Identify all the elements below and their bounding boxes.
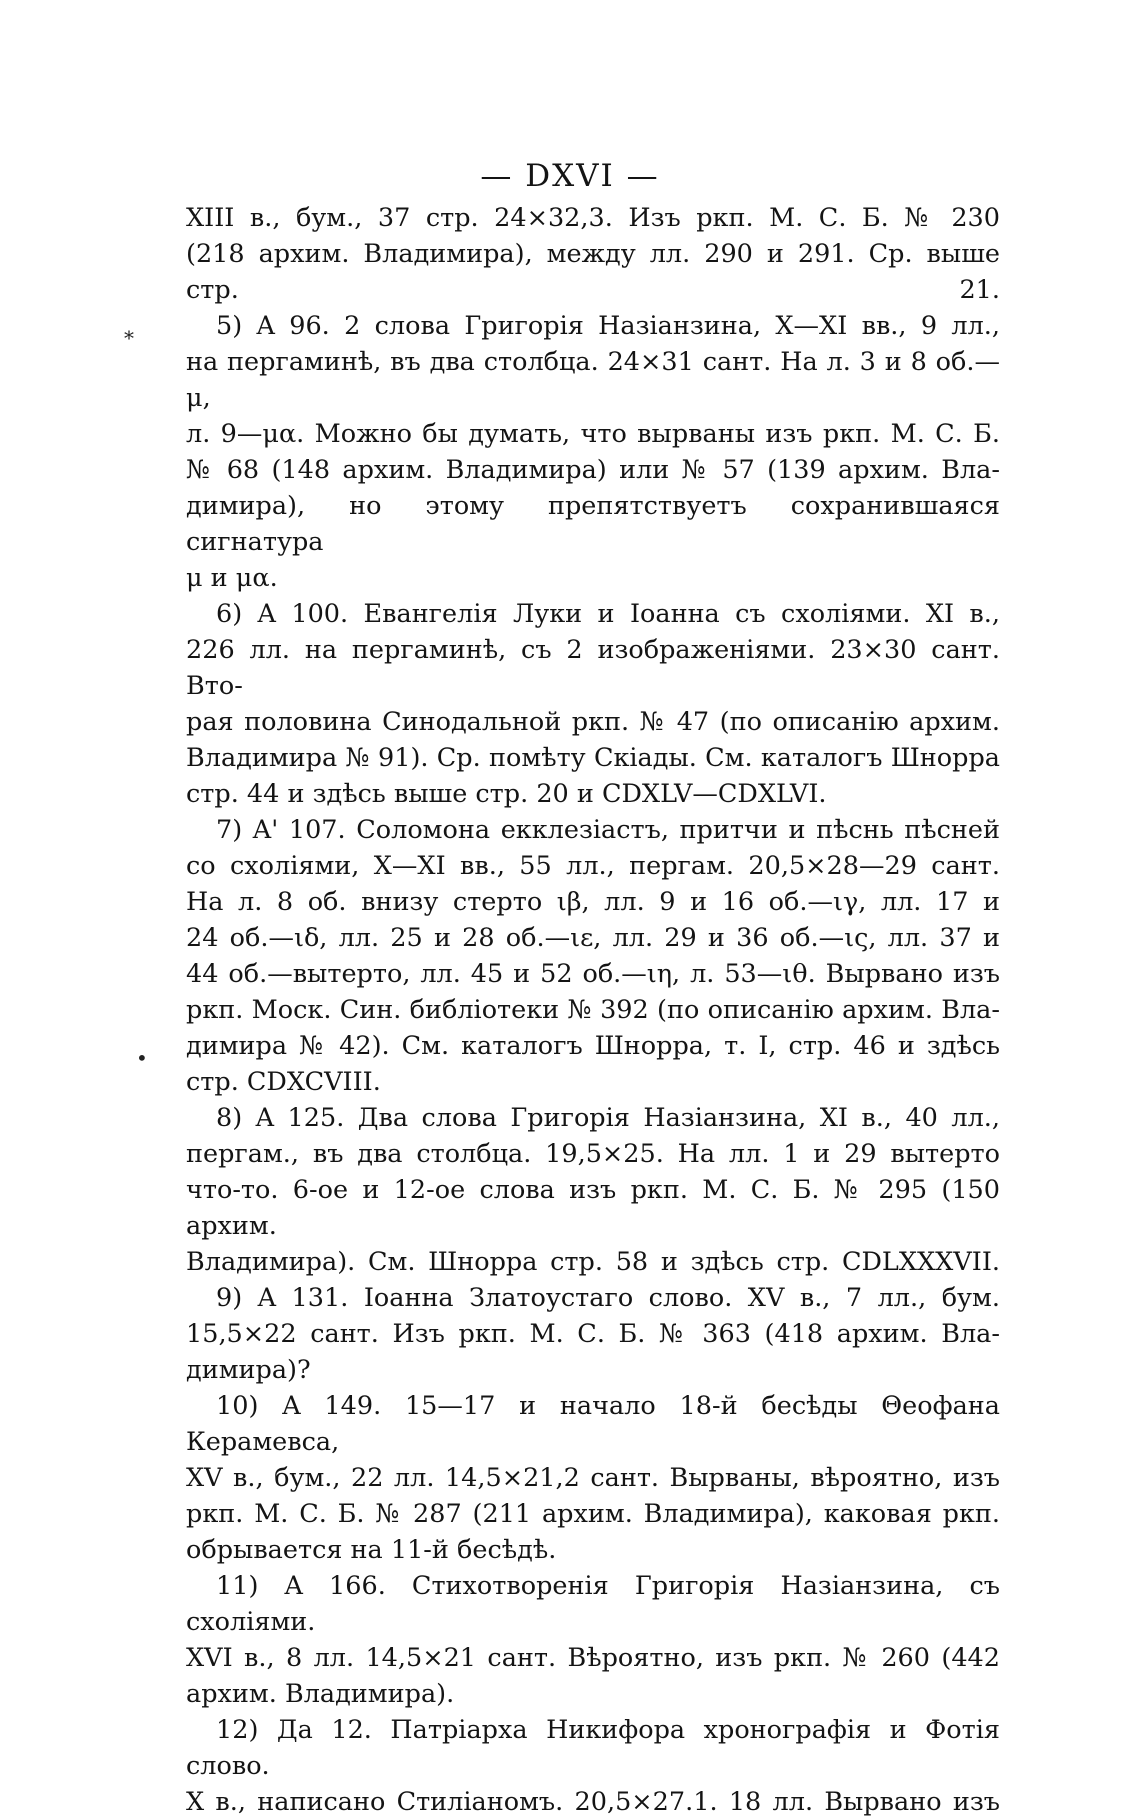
text-line-l22: 8) A 125. Два слова Григорія Назіанзина, XI в., 40 лл., bbox=[216, 1103, 1000, 1133]
text-line-l26: 9) A 131. Іоанна Златоустаго слово. XV в., 7 лл., бум. bbox=[216, 1283, 1000, 1313]
text-line-l29: 10) A 149. 15—17 и начало 18-й бесѣды Θеофана Керамевса, bbox=[186, 1391, 1000, 1457]
margin-mark: * bbox=[124, 326, 134, 350]
text-line-l15: со схоліями, X—XI вв., 55 лл., пергам. 20,5×28—29 сант. bbox=[186, 851, 1000, 881]
text-line-l07: димира), но этому препятствуетъ сохранившаяся сигнатура bbox=[186, 491, 1000, 557]
text-line-l36: 12) Да 12. Патріарха Никифора хронографія и Фотія слово. bbox=[186, 1715, 1000, 1781]
text-line-l05: л. 9—μα. Можно бы думать, что вырваны изъ ркп. М. С. Б. bbox=[186, 419, 1000, 449]
text-line-l25: Владимира). См. Шнорра стр. 58 и здѣсь стр. CDLXXXVII. bbox=[186, 1247, 1000, 1277]
text-line-l28: димира)? bbox=[186, 1355, 311, 1385]
text-line-l19: ркп. Моск. Син. библіотеки № 392 (по описанію архим. Вла- bbox=[186, 995, 1000, 1025]
text-line-l11: рая половина Синодальной ркп. № 47 (по описанію архим. bbox=[186, 707, 1000, 737]
page-number-header: — DXVI — bbox=[480, 158, 660, 194]
text-line-l18: 44 об.—вытерто, лл. 45 и 52 об.—ιη, л. 53—ιθ. Вырвано изъ bbox=[186, 959, 1000, 989]
text-line-l23: пергам., въ два столбца. 19,5×25. На лл. 1 и 29 вытерто bbox=[186, 1139, 1000, 1169]
text-line-l21: стр. CDXCVIII. bbox=[186, 1067, 381, 1097]
text-line-l16: На л. 8 об. внизу стерто ιβ, лл. 9 и 16 об.—ιγ, лл. 17 и bbox=[186, 887, 1000, 917]
text-line-l08: μ и μα. bbox=[186, 563, 278, 593]
text-line-l09: 6) A 100. Евангелія Луки и Іоанна съ схоліями. XI в., bbox=[216, 599, 1000, 629]
text-line-l35: архим. Владимира). bbox=[186, 1679, 455, 1709]
body-text bbox=[186, 200, 1000, 1820]
text-line-l10: 226 лл. на пергаминѣ, съ 2 изображеніями. 23×30 сант. Вто- bbox=[186, 635, 1000, 701]
text-line-l04: на пергаминѣ, въ два столбца. 24×31 сант. На л. 3 и 8 об.—μ, bbox=[186, 347, 1000, 413]
text-line-l24: что-то. 6-ое и 12-ое слова изъ ркп. М. С. Б. № 295 (150 архим. bbox=[186, 1175, 1000, 1241]
text-line-l34: XVI в., 8 лл. 14,5×21 сант. Вѣроятно, изъ ркп. № 260 (442 bbox=[186, 1643, 1000, 1673]
text-line-l06: № 68 (148 архим. Владимира) или № 57 (139 архим. Вла- bbox=[186, 455, 1000, 485]
text-line-l14: 7) A' 107. Соломона екклезіастъ, притчи и пѣснь пѣсней bbox=[216, 815, 1000, 845]
text-line-l13: стр. 44 и здѣсь выше стр. 20 и CDXLV—CDXLVI. bbox=[186, 779, 827, 809]
text-line-l20: димира № 42). См. каталогъ Шнорра, т. I, стр. 46 и здѣсь bbox=[186, 1031, 1000, 1061]
text-line-l27: 15,5×22 сант. Изъ ркп. М. С. Б. № 363 (418 архим. Вла- bbox=[186, 1319, 1000, 1349]
text-line-l37: X в., написано Стиліаномъ. 20,5×27.1. 18 лл. Вырвано изъ bbox=[186, 1787, 1000, 1817]
text-line-l31: ркп. М. С. Б. № 287 (211 архим. Владимира), каковая ркп. bbox=[186, 1499, 1000, 1529]
text-line-l02: (218 архим. Владимира), между лл. 290 и 291. Ср. выше стр. 21. bbox=[186, 239, 1000, 305]
text-line-l30: XV в., бум., 22 лл. 14,5×21,2 сант. Вырваны, вѣроятно, изъ bbox=[186, 1463, 1000, 1493]
text-line-l12: Владимира № 91). Ср. помѣту Скіады. См. каталогъ Шнорра bbox=[186, 743, 1000, 773]
text-line-l33: 11) A 166. Стихотворенія Григорія Назіанзина, съ схоліями. bbox=[186, 1571, 1000, 1637]
margin-mark: • bbox=[136, 1046, 148, 1070]
text-line-l32: обрывается на 11-й бесѣдѣ. bbox=[186, 1535, 557, 1565]
text-line-l03: 5) A 96. 2 слова Григорія Назіанзина, X—XI вв., 9 лл., bbox=[216, 311, 1000, 341]
text-line-l01: XIII в., бум., 37 стр. 24×32,3. Изъ ркп. М. С. Б. № 230 bbox=[186, 203, 1000, 233]
text-line-l17: 24 об.—ιδ, лл. 25 и 28 об.—ιε, лл. 29 и 36 об.—ις, лл. 37 и bbox=[186, 923, 1000, 953]
